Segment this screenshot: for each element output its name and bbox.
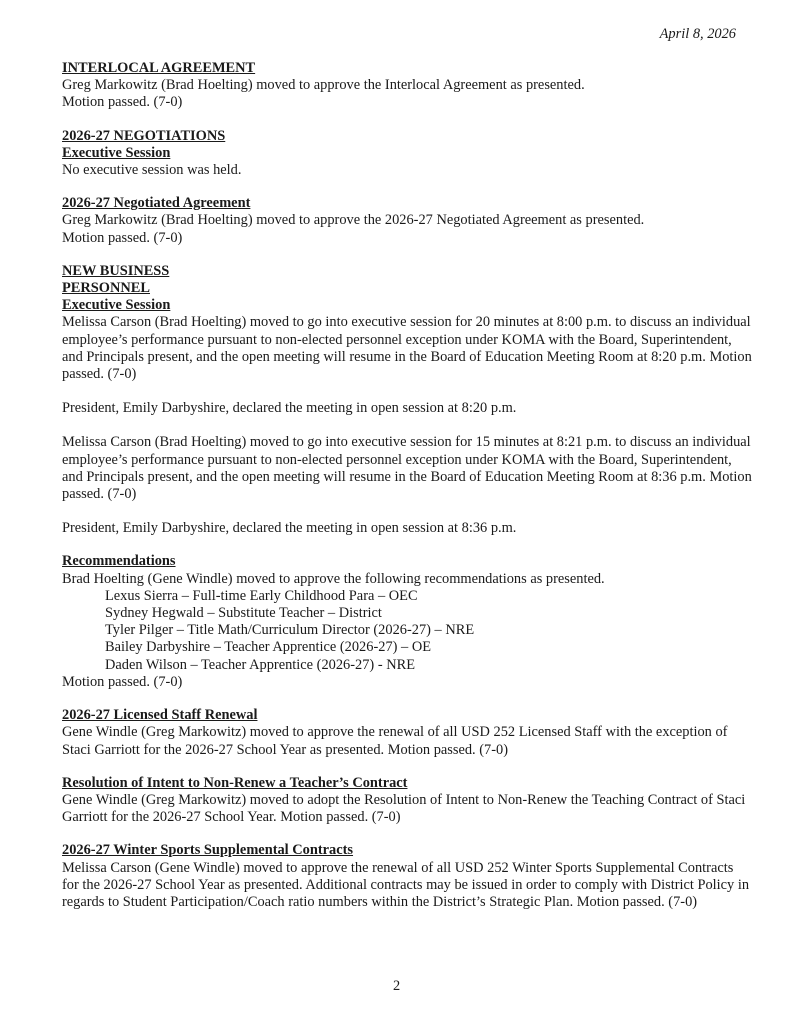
motion-text: Gene Windle (Greg Markowitz) moved to approve the renewal of all USD 252 Licensed Staff with the exception of Staci Garriott for the 2026-27 School Year as presented. Motion passed. (7-0) (62, 724, 728, 758)
motion-text: President, Emily Darbyshire, declared the meeting in open session at 8:36 p.m. (62, 520, 517, 537)
subsection-heading: Executive Session (62, 297, 171, 314)
section-heading: Recommendations (62, 553, 176, 570)
section-winter-sports-contracts (62, 842, 752, 911)
list-item: Lexus Sierra – Full-time Early Childhood Para – OEC (105, 587, 418, 604)
motion-text: Brad Hoelting (Gene Windle) moved to approve the following recommendations as presented. (62, 570, 605, 587)
list-item: Tyler Pilger – Title Math/Curriculum Director (2026-27) – NRE (105, 622, 475, 639)
motion-result: Motion passed. (7-0) (62, 229, 183, 246)
motion-text: Greg Markowitz (Brad Hoelting) moved to approve the Interlocal Agreement as presented. (62, 77, 585, 94)
list-item: Daden Wilson – Teacher Apprentice (2026-27) - NRE (105, 656, 415, 673)
motion-text: No executive session was held. (62, 162, 242, 179)
minutes-body (62, 26, 752, 911)
section-heading: 2026-27 NEGOTIATIONS (62, 127, 226, 144)
motion-result: Motion passed. (7-0) (62, 94, 183, 111)
motion-text: Melissa Carson (Gene Windle) moved to approve the renewal of all USD 252 Winter Sports Supplemental Contracts for the 2026-27 School Year as presented. Additional contracts may be issued in order to comply with District Policy in regards to Student Participation/Coach ratio numbers within the District’s Strategic Plan. Motion passed. (7-0) (62, 859, 750, 910)
section-recommendations (62, 553, 752, 691)
document-date: April 8, 2026 (659, 26, 736, 42)
section-heading: NEW BUSINESS (62, 262, 170, 279)
motion-text: Melissa Carson (Brad Hoelting) moved to go into executive session for 15 minutes at 8:21 p.m. to discuss an individual employee’s performance pursuant to non-elected personnel exception under KOMA with the Board, Superintendent, and Principals present, and the open meeting will resume in the Board of Education Meeting Room at 8:36 p.m. Motion passed. (7-0) (62, 434, 752, 503)
subsection-heading: Executive Session (62, 144, 171, 161)
section-non-renew-resolution (62, 775, 752, 827)
motion-text: President, Emily Darbyshire, declared the meeting in open session at 8:20 p.m. (62, 400, 517, 417)
section-interlocal-agreement (62, 60, 752, 112)
section-negotiations (62, 128, 752, 180)
section-licensed-staff-renewal (62, 707, 752, 759)
motion-result: Motion passed. (7-0) (62, 673, 183, 690)
section-negotiated-agreement (62, 195, 752, 247)
section-heading: 2026-27 Negotiated Agreement (62, 195, 251, 212)
list-item: Sydney Hegwald – Substitute Teacher – District (105, 605, 382, 622)
list-item: Bailey Darbyshire – Teacher Apprentice (2026-27) – OE (105, 639, 432, 656)
section-new-business (62, 263, 752, 538)
subsection-heading: PERSONNEL (62, 280, 150, 297)
section-heading: Resolution of Intent to Non-Renew a Teacher’s Contract (62, 774, 408, 791)
motion-text: Melissa Carson (Brad Hoelting) moved to go into executive session for 20 minutes at 8:00 p.m. to discuss an individual employee’s performance pursuant to non-elected personnel exception under KOMA with the Board, Superintendent, and Principals present, and the open meeting will resume in the Board of Education Meeting Room at 8:20 p.m. Motion passed. (7-0) (62, 314, 752, 383)
section-heading: 2026-27 Licensed Staff Renewal (62, 707, 258, 724)
motion-text: Greg Markowitz (Brad Hoelting) moved to approve the 2026-27 Negotiated Agreement as presented. (62, 212, 645, 229)
section-heading: INTERLOCAL AGREEMENT (62, 60, 256, 76)
motion-text: Gene Windle (Greg Markowitz) moved to adopt the Resolution of Intent to Non-Renew the Teaching Contract of Staci Garriott for the 2026-27 School Year. Motion passed. (7-0) (62, 791, 746, 826)
section-heading: 2026-27 Winter Sports Supplemental Contracts (62, 842, 354, 859)
page-number: 2 (393, 978, 401, 994)
